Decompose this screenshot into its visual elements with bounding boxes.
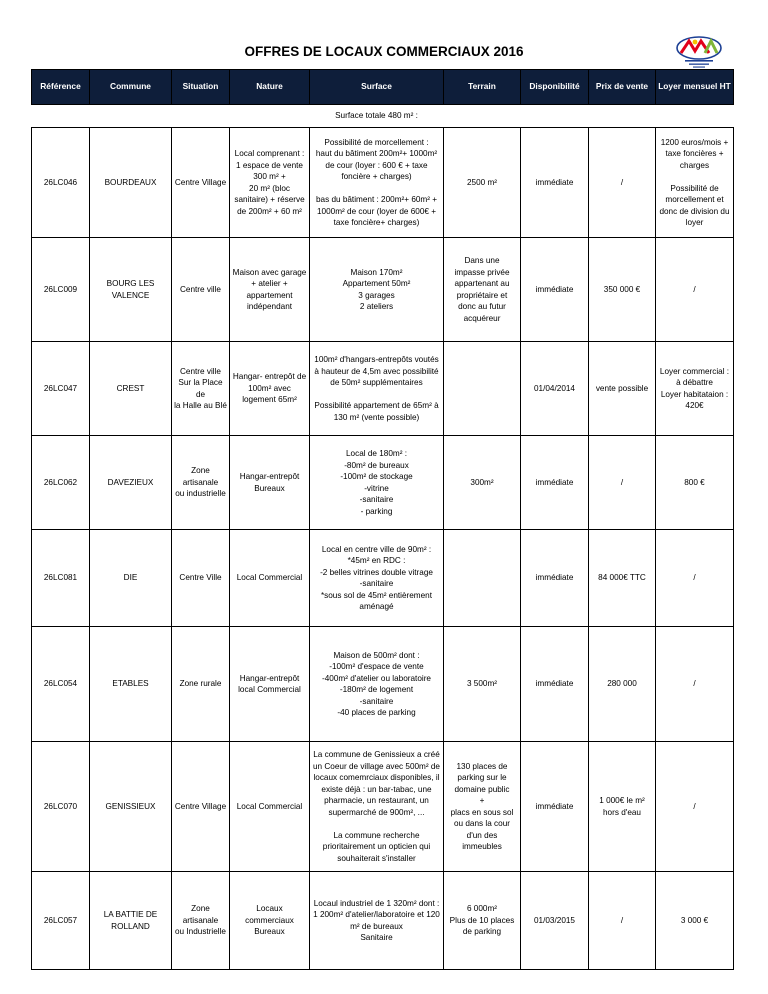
table-row <box>32 238 734 342</box>
cell-situation: Centre Ville <box>172 530 230 627</box>
col-surface: Surface <box>310 70 444 105</box>
col-commune: Commune <box>90 70 172 105</box>
cell-nature: Hangar- entrepôt de 100m² avec logement 65m² <box>230 342 310 436</box>
cell-disponibilite: 01/03/2015 <box>521 872 589 970</box>
page-title: OFFRES DE LOCAUX COMMERCIAUX 2016 <box>244 44 524 59</box>
cell-commune: BOURDEAUX <box>90 128 172 238</box>
cell-terrain: Dans une impasse privée appartenant au propriétaire et donc au futur acquéreur <box>444 238 521 342</box>
cell-commune: DIE <box>90 530 172 627</box>
col-nature: Nature <box>230 70 310 105</box>
cell-situation: Centre ville <box>172 238 230 342</box>
cell-prix: / <box>589 872 656 970</box>
cell-reference: 26LC057 <box>32 872 90 970</box>
cell-loyer: Loyer commercial : à débattre Loyer habitataion : 420€ <box>656 342 734 436</box>
table-row <box>32 530 734 627</box>
cell-situation: Centre Village <box>172 742 230 872</box>
cell-reference: 26LC046 <box>32 128 90 238</box>
cell-surface: Locaul industriel de 1 320m² dont : 1 200m² d'atelier/laboratoire et 120 m² de bureaux Sanitaire <box>310 872 444 970</box>
cell-prix: 84 000€ TTC <box>589 530 656 627</box>
cell-nature: Locaux commerciaux Bureaux <box>230 872 310 970</box>
col-loyer: Loyer mensuel HT <box>656 70 734 105</box>
col-prix: Prix de vente <box>589 70 656 105</box>
cell-disponibilite: immédiate <box>521 530 589 627</box>
cell-commune: BOURG LES VALENCE <box>90 238 172 342</box>
table-row <box>32 742 734 872</box>
cell-situation: Zone artisanale ou Industrielle <box>172 872 230 970</box>
cell-loyer: / <box>656 742 734 872</box>
cell-loyer: / <box>656 530 734 627</box>
cell-commune: LA BATTIE DE ROLLAND <box>90 872 172 970</box>
total-surface-row <box>32 105 734 128</box>
col-reference: Référence <box>32 70 90 105</box>
cell-situation: Centre Village <box>172 128 230 238</box>
cell-prix: 1 000€ le m² hors d'eau <box>589 742 656 872</box>
table-row <box>32 342 734 436</box>
cell-terrain: 3 500m² <box>444 627 521 742</box>
cell-terrain <box>444 530 521 627</box>
chambre-metiers-logo-icon <box>675 35 723 71</box>
cell-nature: Local Commercial <box>230 742 310 872</box>
cell-surface: Maison 170m² Appartement 50m² 3 garages 2 ateliers <box>310 238 444 342</box>
table-row <box>32 872 734 970</box>
cell-disponibilite: immédiate <box>521 742 589 872</box>
cell-reference: 26LC054 <box>32 627 90 742</box>
cell-disponibilite: immédiate <box>521 436 589 530</box>
cell-reference: 26LC081 <box>32 530 90 627</box>
cell-nature: Local Commercial <box>230 530 310 627</box>
cell-loyer: 1200 euros/mois + taxe foncières + charges Possibilité de morcellement et donc de division du loyer <box>656 128 734 238</box>
cell-terrain: 130 places de parking sur le domaine public + placs en sous sol ou dans la cour d'un des immeubles <box>444 742 521 872</box>
cell-situation: Zone artisanale ou industrielle <box>172 436 230 530</box>
table-row <box>32 627 734 742</box>
col-disponibilite: Disponibilité <box>521 70 589 105</box>
cell-surface: Local en centre ville de 90m² : *45m² en RDC : -2 belles vitrines double vitrage -sanitaire *sous sol de 45m² entièrement aménagé <box>310 530 444 627</box>
table-row <box>32 128 734 238</box>
cell-reference: 26LC009 <box>32 238 90 342</box>
cell-surface: 100m² d'hangars-entrepôts voutés à hauteur de 4,5m avec possibilité de 50m² supplémentaires Possibilité appartement de 65m² à 130 m² (vente possible) <box>310 342 444 436</box>
cell-loyer: / <box>656 238 734 342</box>
cell-disponibilite: 01/04/2014 <box>521 342 589 436</box>
cell-terrain <box>444 342 521 436</box>
cell-terrain: 300m² <box>444 436 521 530</box>
cell-prix: / <box>589 128 656 238</box>
cell-surface: La commune de Genissieux a créé un Coeur de village avec 500m² de locaux comemrciaux disponibles, il existe déjà : un bar-tabac, une pharmacie, un restaurant, un supermarché de 900m², ... La commune recherche prioritairement un opticien qui souhaiterait s'installer <box>310 742 444 872</box>
cell-commune: ETABLES <box>90 627 172 742</box>
col-terrain: Terrain <box>444 70 521 105</box>
cell-loyer: / <box>656 627 734 742</box>
cell-nature: Local comprenant : 1 espace de vente 300 m² + 20 m² (bloc sanitaire) + réserve de 200m² + 60 m² <box>230 128 310 238</box>
col-situation: Situation <box>172 70 230 105</box>
cell-terrain: 6 000m² Plus de 10 places de parking <box>444 872 521 970</box>
cell-nature: Hangar-entrepôt Bureaux <box>230 436 310 530</box>
cell-reference: 26LC047 <box>32 342 90 436</box>
offers-table <box>31 69 734 970</box>
cell-loyer: 800 € <box>656 436 734 530</box>
cell-commune: DAVEZIEUX <box>90 436 172 530</box>
cell-disponibilite: immédiate <box>521 128 589 238</box>
table-row <box>32 436 734 530</box>
cell-surface: Local de 180m² : -80m² de bureaux -100m² de stockage -vitrine -sanitaire - parking <box>310 436 444 530</box>
total-surface-label: Surface totale 480 m² : <box>335 111 418 121</box>
cell-situation: Centre ville Sur la Place de la Halle au Blé <box>172 342 230 436</box>
cell-loyer: 3 000 € <box>656 872 734 970</box>
cell-prix: 280 000 <box>589 627 656 742</box>
cell-commune: GENISSIEUX <box>90 742 172 872</box>
cell-disponibilite: immédiate <box>521 627 589 742</box>
cell-terrain: 2500 m² <box>444 128 521 238</box>
cell-reference: 26LC062 <box>32 436 90 530</box>
cell-prix: vente possible <box>589 342 656 436</box>
cell-commune: CREST <box>90 342 172 436</box>
cell-nature: Hangar-entrepôt local Commercial <box>230 627 310 742</box>
cell-disponibilite: immédiate <box>521 238 589 342</box>
cell-nature: Maison avec garage + atelier + appartement indépendant <box>230 238 310 342</box>
cell-prix: / <box>589 436 656 530</box>
cell-situation: Zone rurale <box>172 627 230 742</box>
cell-prix: 350 000 € <box>589 238 656 342</box>
header-row <box>32 70 734 105</box>
cell-surface: Possibilité de morcellement : haut du bâtiment 200m²+ 1000m² de cour (loyer : 600 € + taxe foncière + charges) bas du bâtiment : 200m²+ 60m² + 1000m² de cour (loyer de 600€ + taxe foncière+ charges) <box>310 128 444 238</box>
cell-surface: Maison de 500m² dont : -100m² d'espace de vente -400m² d'atelier ou laboratoire -180m² de logement -sanitaire -40 places de parking <box>310 627 444 742</box>
cell-reference: 26LC070 <box>32 742 90 872</box>
